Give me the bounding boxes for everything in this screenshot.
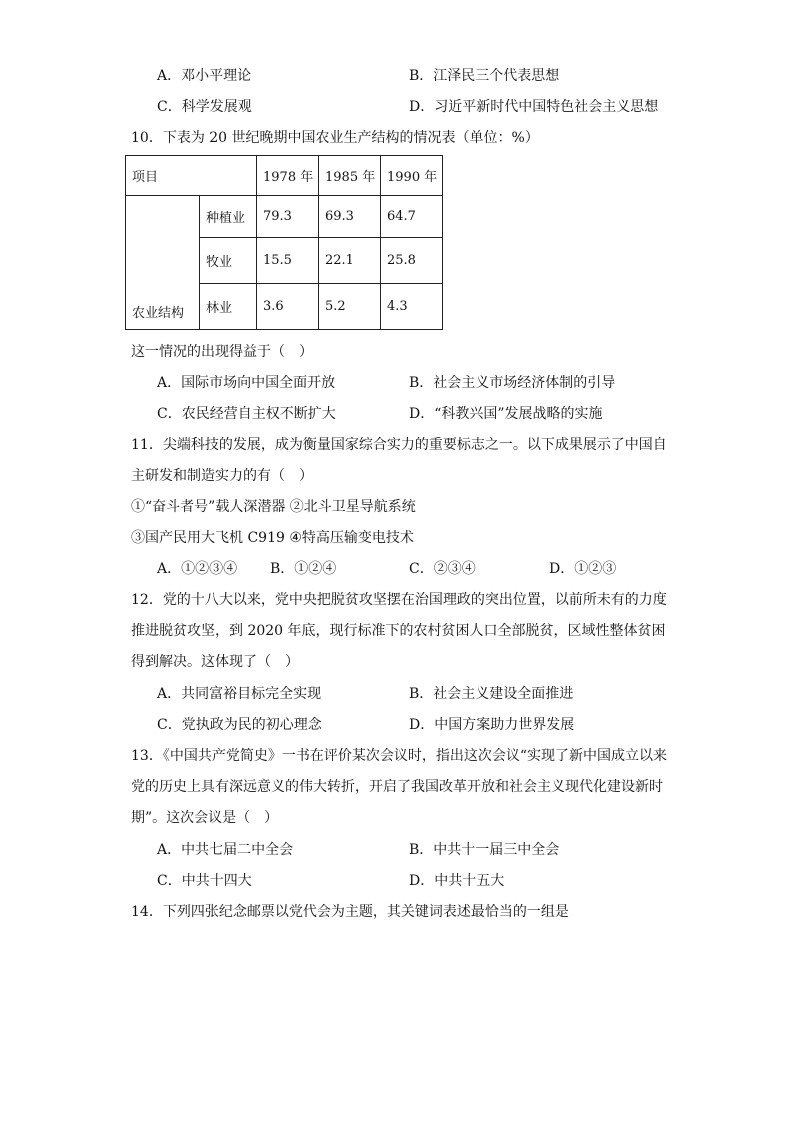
q11-option-d: D．①②③ bbox=[549, 561, 617, 577]
q11-option-a: A．①②③④ bbox=[157, 561, 238, 577]
table-row-label: 林业 bbox=[200, 284, 257, 330]
q10-option-a: A．国际市场向中国全面开放 bbox=[157, 375, 336, 391]
q10-option-c: C．农民经营自主权不断扩大 bbox=[157, 406, 336, 422]
q13-option-c: C．中共十四大 bbox=[157, 873, 252, 889]
q10-option-b: B．社会主义市场经济体制的引导 bbox=[409, 375, 616, 391]
q13-line-3: 期”。这次会议是（ ） bbox=[131, 810, 279, 826]
q12-option-b: B．社会主义建设全面推进 bbox=[409, 686, 574, 702]
table-row-label: 牧业 bbox=[200, 238, 257, 284]
q12-line-1: 12．党的十八大以来，党中央把脱贫攻坚摆在治国理政的突出位置，以前所未有的力度 bbox=[131, 592, 667, 608]
q10-option-d: D．“科教兴国”发展战略的实施 bbox=[409, 406, 603, 422]
table-cell: 3.6 bbox=[257, 284, 319, 330]
q11-line-3: ①“奋斗者号”载人深潜器 ②北斗卫星导航系统 bbox=[131, 499, 416, 515]
table-header-year: 1978 年 bbox=[257, 156, 319, 196]
q13-option-a: A．中共七届二中全会 bbox=[157, 842, 294, 858]
q11-line-4: ③国产民用大飞机 C919 ④特高压输变电技术 bbox=[131, 530, 414, 546]
table-cell: 5.2 bbox=[319, 284, 381, 330]
table-cell: 4.3 bbox=[381, 284, 443, 330]
q11-line-2: 主研发和制造实力的有（ ） bbox=[131, 468, 313, 484]
q12-option-a: A．共同富裕目标完全实现 bbox=[157, 686, 322, 702]
table-header-item: 项目 bbox=[126, 156, 257, 196]
table-cell: 69.3 bbox=[319, 196, 381, 238]
table-cell: 64.7 bbox=[381, 196, 443, 238]
table-cell: 25.8 bbox=[381, 238, 443, 284]
table-header-year: 1985 年 bbox=[319, 156, 381, 196]
q12-option-c: C．党执政为民的初心理念 bbox=[157, 717, 322, 733]
table-cell: 15.5 bbox=[257, 238, 319, 284]
q13-line-2: 党的历史上具有深远意义的伟大转折，开启了我国改革开放和社会主义现代化建设新时 bbox=[131, 779, 663, 795]
q10-stem: 10．下表为 20 世纪晚期中国农业生产结构的情况表（单位：%） bbox=[131, 130, 539, 146]
table-cell: 79.3 bbox=[257, 196, 319, 238]
agriculture-structure-table bbox=[125, 155, 443, 330]
q14-line-1: 14．下列四张纪念邮票以党代会为主题，其关键词表述最恰当的一组是 bbox=[131, 904, 569, 920]
table-group-label: 农业结构 bbox=[126, 196, 200, 330]
q10-question: 这一情况的出现得益于（ ） bbox=[131, 344, 313, 360]
q12-option-d: D．中国方案助力世界发展 bbox=[409, 717, 575, 733]
q11-line-1: 11．尖端科技的发展，成为衡量国家综合实力的重要标志之一。以下成果展示了中国自 bbox=[131, 437, 667, 453]
table-row bbox=[126, 196, 443, 238]
q9-option-c: C．科学发展观 bbox=[157, 99, 252, 115]
q11-option-b: B．①②④ bbox=[270, 561, 337, 577]
q9-option-d: D．习近平新时代中国特色社会主义思想 bbox=[409, 99, 659, 115]
table-header-row bbox=[126, 156, 443, 196]
q9-option-b: B．江泽民三个代表思想 bbox=[409, 68, 560, 84]
q13-line-1: 13．《中国共产党简史》一书在评价某次会议时，指出这次会议“实现了新中国成立以来 bbox=[131, 748, 667, 764]
q13-option-d: D．中共十五大 bbox=[409, 873, 505, 889]
table-header-year: 1990 年 bbox=[381, 156, 443, 196]
table-row-label: 种植业 bbox=[200, 196, 257, 238]
q9-option-a: A．邓小平理论 bbox=[157, 68, 252, 84]
table-cell: 22.1 bbox=[319, 238, 381, 284]
q12-line-3: 得到解决。这体现了（ ） bbox=[131, 654, 299, 670]
q12-line-2: 推进脱贫攻坚，到 2020 年底，现行标准下的农村贫困人口全部脱贫，区域性整体贫困 bbox=[131, 623, 666, 639]
q11-option-c: C．②③④ bbox=[409, 561, 476, 577]
q13-option-b: B．中共十一届三中全会 bbox=[409, 842, 560, 858]
